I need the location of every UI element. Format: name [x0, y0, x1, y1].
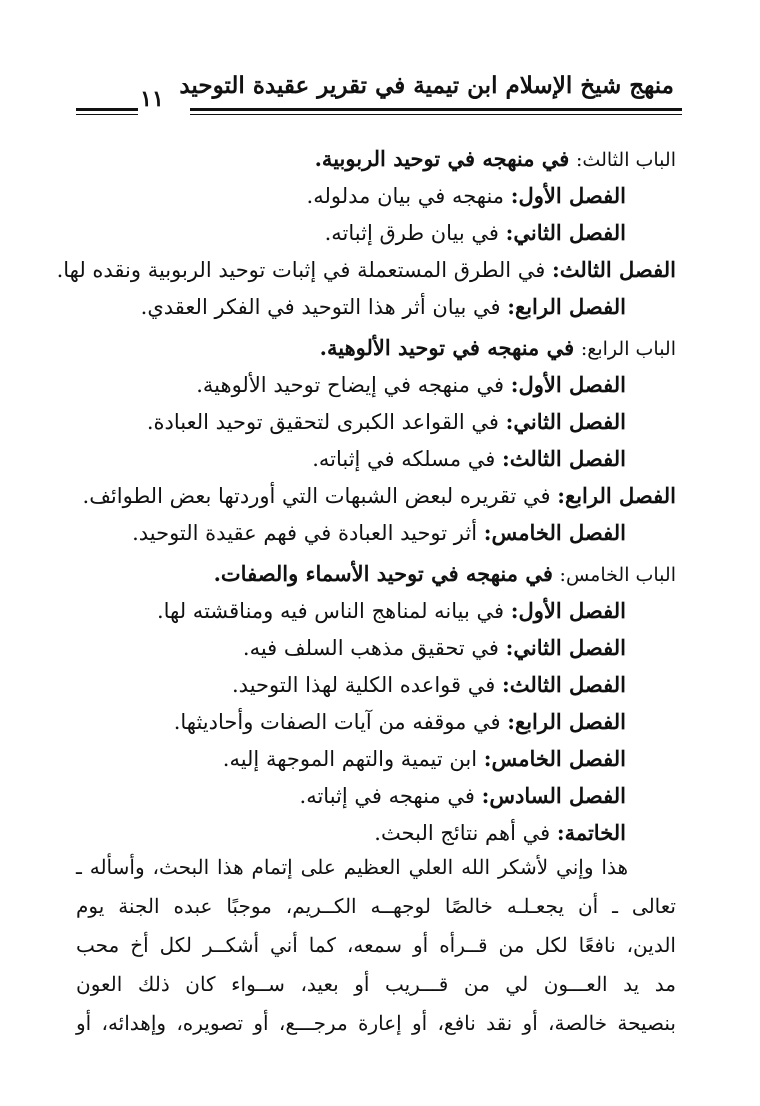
- section-line: [66, 288, 676, 325]
- conclusion-line: [66, 814, 676, 851]
- header-rule: [190, 108, 682, 111]
- section-line: [66, 177, 676, 214]
- section-label: الفصل الثالث:: [551, 257, 676, 282]
- section-label: الفصل الرابع:: [557, 483, 676, 508]
- section-line: [66, 777, 676, 814]
- section-label: الفصل الثالث:: [501, 672, 626, 697]
- paragraph-line: بنصيحة خالصة، أو نقد نافع، أو إعارة مرجـــع، أو تصويره، وإهدائه، أو: [76, 1011, 676, 1035]
- chapter-heading: [66, 329, 676, 366]
- table-of-contents: [56, 140, 676, 851]
- section-text: منهجه في بيان مدلوله.: [306, 184, 505, 208]
- section-label: الخاتمة:: [556, 820, 626, 845]
- page-number: ١١: [140, 86, 164, 112]
- section-label: الفصل الرابع:: [507, 709, 626, 734]
- chapter-label: الباب الرابع:: [580, 338, 676, 360]
- section-text: في مسلكه في إثباته.: [312, 447, 496, 471]
- section-text: في منهجه في إيضاح توحيد الألوهية.: [196, 373, 505, 397]
- section-line: [66, 592, 676, 629]
- section-label: الفصل الثالث:: [501, 446, 626, 471]
- section-line: [66, 440, 676, 477]
- section-label: الفصل الأول:: [510, 372, 626, 397]
- section-text: في الطرق المستعملة في إثبات توحيد الربوبية ونقده لها.: [56, 258, 546, 282]
- section-text: في القواعد الكبرى لتحقيق توحيد العبادة.: [146, 410, 499, 434]
- section-label: الفصل الثاني:: [505, 635, 626, 660]
- header-rule: [76, 114, 138, 115]
- closing-paragraph: [76, 848, 676, 1043]
- paragraph-line: الدين، نافعًا لكل من قــرأه أو سمعه، كما أني أشكــر لكل أخ محب: [76, 933, 676, 957]
- chapter-title: في منهجه في توحيد الألوهية.: [319, 335, 575, 360]
- section-line: [66, 740, 676, 777]
- running-header-title: منهج شيخ الإسلام ابن تيمية في تقرير عقيدة التوحيد: [179, 72, 674, 99]
- section-label: الفصل الثاني:: [505, 220, 626, 245]
- section-label: الفصل الخامس:: [483, 746, 626, 771]
- section-text: في موقفه من آيات الصفات وأحاديثها.: [173, 710, 501, 734]
- header-rule: [190, 114, 682, 115]
- section-line: [66, 703, 676, 740]
- section-label: الفصل السادس:: [481, 783, 626, 808]
- chapter-title: في منهجه في توحيد الأسماء والصفات.: [213, 561, 553, 586]
- section-text: في تحقيق مذهب السلف فيه.: [242, 636, 499, 660]
- section-line: [66, 366, 676, 403]
- section-line: [66, 214, 676, 251]
- section-text: في تقريره لبعض الشبهات التي أوردتها بعض الطوائف.: [82, 484, 551, 508]
- chapter-label: الباب الخامس:: [559, 564, 676, 586]
- chapter-heading: [66, 555, 676, 592]
- section-text: في بيان طرق إثباته.: [324, 221, 499, 245]
- section-label: الفصل الأول:: [510, 598, 626, 623]
- section-line: [66, 477, 676, 514]
- chapter-heading: [66, 140, 676, 177]
- section-text: في أهم نتائج البحث.: [374, 821, 551, 845]
- section-text: في بيانه لمناهج الناس فيه ومناقشته لها.: [156, 599, 505, 623]
- chapter-title: في منهجه في توحيد الربوبية.: [314, 146, 570, 171]
- chapter-label: الباب الثالث:: [576, 149, 676, 171]
- section-text: في بيان أثر هذا التوحيد في الفكر العقدي.: [140, 295, 501, 319]
- paragraph-line: مد يد العـــون لي من قـــريب أو بعيد، ســواء كان ذلك العون: [76, 972, 676, 996]
- section-label: الفصل الثاني:: [505, 409, 626, 434]
- section-text: ابن تيمية والتهم الموجهة إليه.: [222, 747, 478, 771]
- header-rule: [76, 108, 138, 111]
- section-line: [66, 403, 676, 440]
- section-label: الفصل الرابع:: [507, 294, 626, 319]
- paragraph-line: هذا وإني لأشكر الله العلي العظيم على إتمام هذا البحث، وأسأله ـ: [76, 855, 628, 879]
- section-line: [66, 514, 676, 551]
- section-line: [66, 629, 676, 666]
- section-text: في قواعده الكلية لهذا التوحيد.: [232, 673, 496, 697]
- section-line: [56, 251, 676, 288]
- section-text: أثر توحيد العبادة في فهم عقيدة التوحيد.: [132, 521, 478, 545]
- section-label: الفصل الأول:: [510, 183, 626, 208]
- paragraph-line: تعالى ـ أن يجعـلـه خالصًا لوجهــه الكــريم، موجبًا عبده الجنة يوم: [76, 894, 676, 918]
- section-line: [66, 666, 676, 703]
- section-label: الفصل الخامس:: [483, 520, 626, 545]
- section-text: في منهجه في إثباته.: [299, 784, 475, 808]
